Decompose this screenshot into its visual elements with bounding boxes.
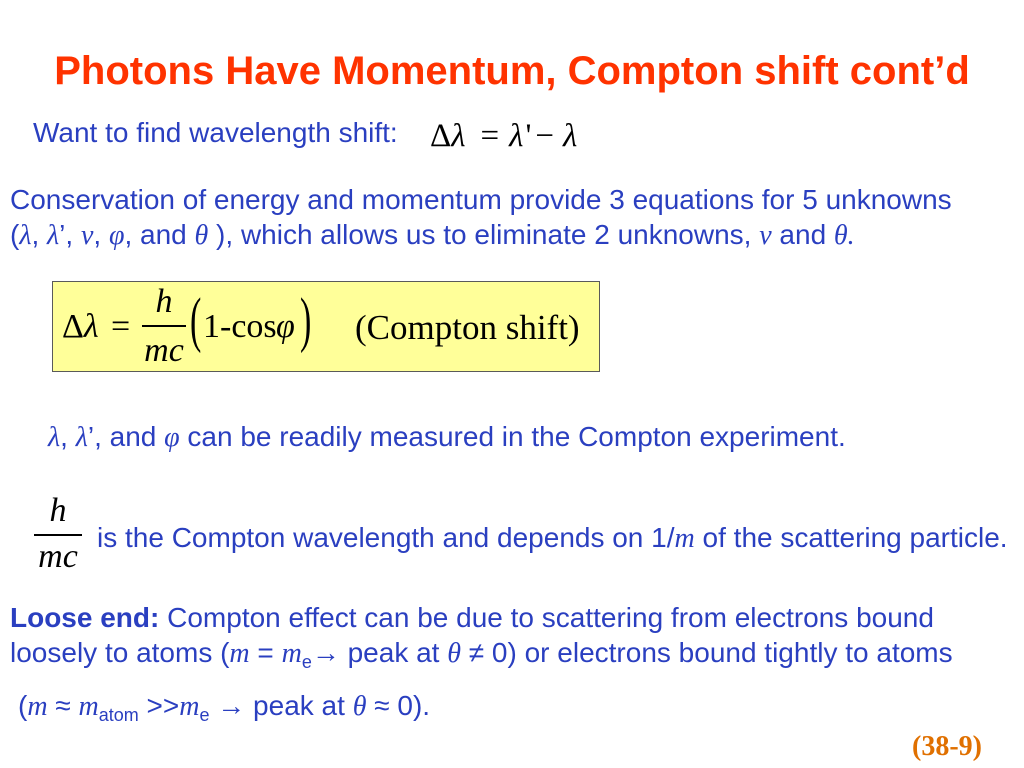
delta-symbol: Δ (430, 118, 452, 154)
fraction-denominator: mc (144, 332, 184, 369)
atom-subscript: atom (98, 705, 139, 725)
compton-wavelength-fraction (30, 490, 86, 576)
fraction-bar (142, 325, 186, 327)
text-segment: , (60, 421, 76, 452)
fraction-denominator: mc (38, 538, 78, 575)
h-over-mc-fraction (141, 282, 187, 370)
close-parenthesis: ) (300, 287, 312, 355)
compton-shift-formula-box (52, 281, 600, 372)
conservation-line-2 (10, 217, 952, 253)
loose-end-line-1 (10, 600, 953, 635)
text-segment: = (249, 637, 282, 668)
slide-number: (38-9) (912, 731, 982, 762)
text-segment: of the scattering particle. (694, 522, 1008, 553)
theta-symbol: θ (352, 691, 367, 722)
minus-sign: − (535, 118, 555, 154)
conservation-paragraph (10, 182, 952, 253)
electron-subscript: e (199, 705, 210, 725)
text-segment: ≈ 0). (366, 690, 431, 721)
fraction-bar (34, 534, 82, 536)
text-segment: → peak at (209, 690, 353, 721)
text-segment: >> (138, 690, 180, 721)
text-segment: can be readily measured in the Compton experiment. (179, 421, 846, 452)
m-symbol: m (674, 523, 695, 554)
lambda-symbol: λ (75, 422, 88, 453)
loose-end-line-2 (10, 635, 953, 671)
text-segment: ( (10, 219, 20, 250)
delta-symbol: Δ (62, 308, 84, 345)
conservation-line-1: Conservation of energy and momentum provide 3 equations for 5 unknowns (10, 184, 952, 215)
text-segment: , (31, 219, 48, 250)
lambda-symbol: λ (563, 118, 578, 154)
phi-symbol: φ (108, 220, 125, 251)
compton-wavelength-text (97, 520, 1008, 556)
open-parenthesis: ( (190, 287, 202, 355)
lambda-symbol: λ (19, 220, 32, 251)
theta-symbol: θ (194, 220, 209, 251)
text-segment: Compton effect can be due to scattering from electrons bound (159, 602, 934, 633)
text-segment: ’, (59, 219, 81, 250)
phi-symbol: φ (164, 422, 180, 453)
lambda-symbol: λ (47, 220, 60, 251)
theta-symbol: θ (447, 638, 461, 669)
text-segment: → peak at (311, 637, 448, 668)
text-segment: ≈ (47, 690, 79, 721)
text-segment: is the Compton wavelength and depends on 1/ (97, 522, 675, 553)
lambda-symbol: λ (451, 118, 466, 154)
m-symbol: m (78, 691, 99, 722)
m-symbol: m (179, 691, 200, 722)
v-symbol: v (759, 220, 772, 251)
electron-subscript: e (301, 652, 312, 672)
text-segment: ’, and (87, 421, 165, 452)
prime-mark: ' (525, 118, 532, 154)
equals-sign: = (480, 118, 500, 154)
equals-sign: = (111, 308, 131, 345)
v-symbol: v (80, 220, 94, 251)
wavelength-shift-label: Want to find wavelength shift: (33, 117, 398, 148)
text-segment: , (93, 219, 109, 250)
loose-end-paragraph (10, 600, 953, 671)
one-minus-cos: 1-cos (203, 308, 277, 345)
phi-symbol: φ (276, 308, 295, 345)
loose-end-heading: Loose end: (10, 602, 160, 633)
text-segment: , and (124, 219, 195, 250)
m-symbol: m (27, 691, 48, 722)
lambda-symbol: λ (83, 308, 99, 345)
compton-shift-label: (Compton shift) (355, 308, 580, 347)
delta-lambda (62, 310, 99, 344)
text-segment: ( (18, 690, 28, 721)
lambda-symbol: λ (48, 422, 61, 453)
loose-end-line-3 (18, 688, 430, 724)
m-symbol: m (281, 638, 302, 669)
wavelength-shift-equation (430, 120, 577, 153)
slide-title: Photons Have Momentum, Compton shift cont’d (54, 49, 970, 93)
text-segment: ), which allows us to eliminate 2 unknowns, (208, 219, 760, 250)
theta-symbol: θ. (833, 220, 855, 251)
m-symbol: m (229, 638, 250, 669)
lambda-prime-symbol: λ (509, 118, 524, 154)
text-segment: loosely to atoms ( (10, 637, 230, 668)
text-segment: ≠ 0) or electrons bound tightly to atoms (461, 637, 953, 668)
text-segment: and (771, 219, 834, 250)
measured-note (48, 419, 846, 455)
fraction-numerator: h (49, 492, 67, 529)
fraction-numerator: h (155, 283, 173, 320)
